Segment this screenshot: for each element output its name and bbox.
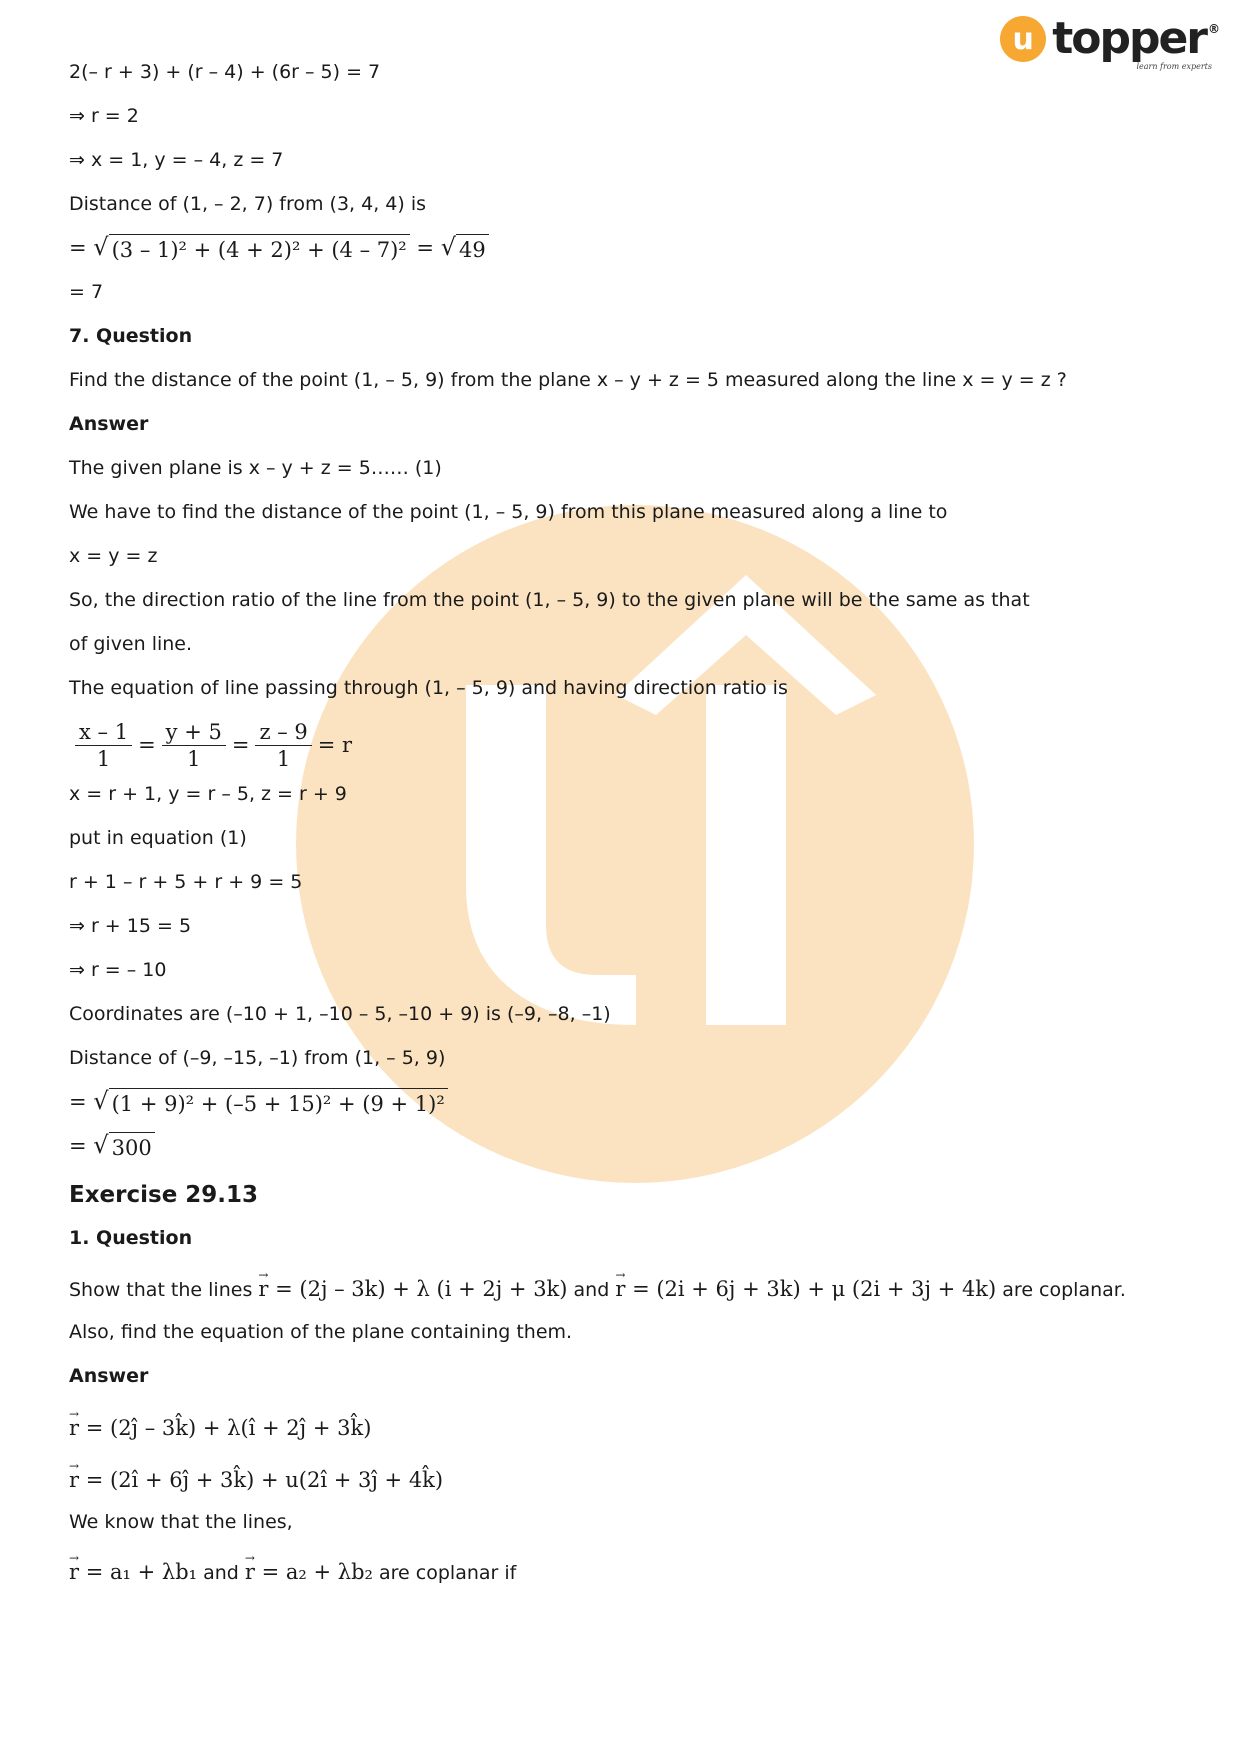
exercise-heading: Exercise 29.13 — [69, 1182, 259, 1208]
logo-word-text: topper — [1052, 13, 1206, 64]
text-line: We have to find the distance of the point (1, – 5, 9) from this plane measured along a line to — [69, 501, 948, 523]
equals-r: = r — [317, 733, 353, 757]
vector-r: → r — [258, 1264, 268, 1314]
equals-sign: = — [231, 733, 250, 757]
equals-sign: = — [69, 236, 87, 260]
equation-line: 2(– r + 3) + (r – 4) + (6r – 5) = 7 — [69, 61, 381, 83]
text-line: Coordinates are (–10 + 1, –10 – 5, –10 + 9) is (–9, –8, –1) — [69, 1003, 611, 1025]
question-text: Find the distance of the point (1, – 5, 9) from the plane x – y + z = 5 measured along the line x = y = z ? — [69, 369, 1067, 391]
vector-r: → r — [69, 1456, 79, 1504]
square-root: √ 49 — [441, 230, 489, 265]
question-title: 7. Question — [69, 325, 193, 347]
equals-sign: = — [416, 236, 435, 260]
logo-badge-icon: u — [1000, 16, 1046, 62]
question-title: 1. Question — [69, 1227, 193, 1249]
vector-r: → r — [69, 1402, 79, 1454]
and-word: and — [203, 1562, 239, 1584]
square-root: √ (1 + 9)² + (–5 + 15)² + (9 + 1)² — [93, 1084, 447, 1119]
text-line: We know that the lines, — [69, 1511, 293, 1533]
fraction — [75, 719, 132, 772]
first-line-vector: = a₁ + λb₁ — [85, 1560, 198, 1584]
numerator: y + 5 — [162, 719, 226, 746]
vector-equation — [69, 1456, 1179, 1504]
square-root: √ 300 — [93, 1128, 154, 1163]
logo-tagline: learn from experts — [1136, 62, 1212, 71]
square-root: √ (3 – 1)² + (4 + 2)² + (4 – 7)² — [93, 230, 409, 265]
text-line: put in equation (1) — [69, 827, 247, 849]
text-line: The given plane is x – y + z = 5…… (1) — [69, 457, 442, 479]
text-line: Distance of (1, – 2, 7) from (3, 4, 4) is — [69, 193, 427, 215]
equation-line: ⇒ x = 1, y = – 4, z = 7 — [69, 149, 284, 171]
condition-suffix: are coplanar if — [379, 1562, 517, 1584]
numerator: x – 1 — [75, 719, 132, 746]
distance-formula — [69, 230, 1179, 274]
equation-line: ⇒ r = 2 — [69, 105, 139, 127]
vector-line-two: = (2î + 6ĵ + 3k̂) + u(2î + 3ĵ + 4k̂) — [85, 1468, 444, 1492]
equation-line: ⇒ r = – 10 — [69, 959, 167, 981]
second-line-vector: = a₂ + λb₂ — [261, 1560, 373, 1584]
radicand: (3 – 1)² + (4 + 2)² + (4 – 7)² — [109, 234, 410, 265]
equals-sign: = — [69, 1134, 87, 1158]
vector-r: → r — [615, 1264, 625, 1314]
question-text — [69, 1264, 1179, 1314]
registered-mark: ® — [1208, 22, 1218, 36]
radicand: 49 — [456, 234, 489, 265]
question-text: Also, find the equation of the plane containing them. — [69, 1321, 573, 1343]
denominator: 1 — [187, 746, 201, 771]
line-two-equation: = (2i + 6j + 3k) + μ (2i + 3j + 4k) — [632, 1277, 997, 1301]
text-line: of given line. — [69, 633, 193, 655]
equation-line: x = r + 1, y = r – 5, z = r + 9 — [69, 783, 347, 805]
vector-r: → r — [245, 1548, 255, 1596]
vector-line-one: = (2ĵ – 3k̂) + λ(î + 2ĵ + 3k̂) — [85, 1416, 372, 1440]
line-one-equation: = (2j – 3k) + λ (i + 2j + 3k) — [275, 1277, 568, 1301]
equation-line: ⇒ r + 15 = 5 — [69, 915, 192, 937]
vector-r: → r — [69, 1548, 79, 1596]
text-line: So, the direction ratio of the line from the point (1, – 5, 9) to the given plane will be the same as that — [69, 589, 1030, 611]
question-prefix: Show that the lines — [69, 1279, 253, 1301]
text-line: x = y = z — [69, 545, 158, 567]
distance-result — [69, 1128, 1179, 1172]
answer-heading: Answer — [69, 1365, 149, 1387]
equals-sign: = — [138, 733, 156, 757]
radicand: 300 — [109, 1132, 155, 1163]
text-line: The equation of line passing through (1, – 5, 9) and having direction ratio is — [69, 677, 788, 699]
vector-equation — [69, 1402, 1179, 1456]
radicand: (1 + 9)² + (–5 + 15)² + (9 + 1)² — [109, 1088, 448, 1119]
equals-sign: = — [69, 1090, 87, 1114]
fraction — [162, 719, 226, 772]
denominator: 1 — [276, 746, 291, 771]
question-suffix: are coplanar. — [1002, 1279, 1126, 1301]
page-content — [69, 54, 1179, 1596]
denominator: 1 — [96, 746, 111, 771]
distance-formula — [69, 1084, 1179, 1128]
numerator: z – 9 — [255, 719, 311, 746]
equation-line: r + 1 – r + 5 + r + 9 = 5 — [69, 871, 303, 893]
answer-heading: Answer — [69, 413, 149, 435]
coplanar-condition — [69, 1548, 1179, 1596]
line-equation-fractions — [69, 714, 1179, 776]
and-word: and — [573, 1279, 610, 1301]
text-line: Distance of (–9, –15, –1) from (1, – 5, 9) — [69, 1047, 446, 1069]
fraction — [255, 719, 311, 772]
equation-line: = 7 — [69, 281, 104, 303]
